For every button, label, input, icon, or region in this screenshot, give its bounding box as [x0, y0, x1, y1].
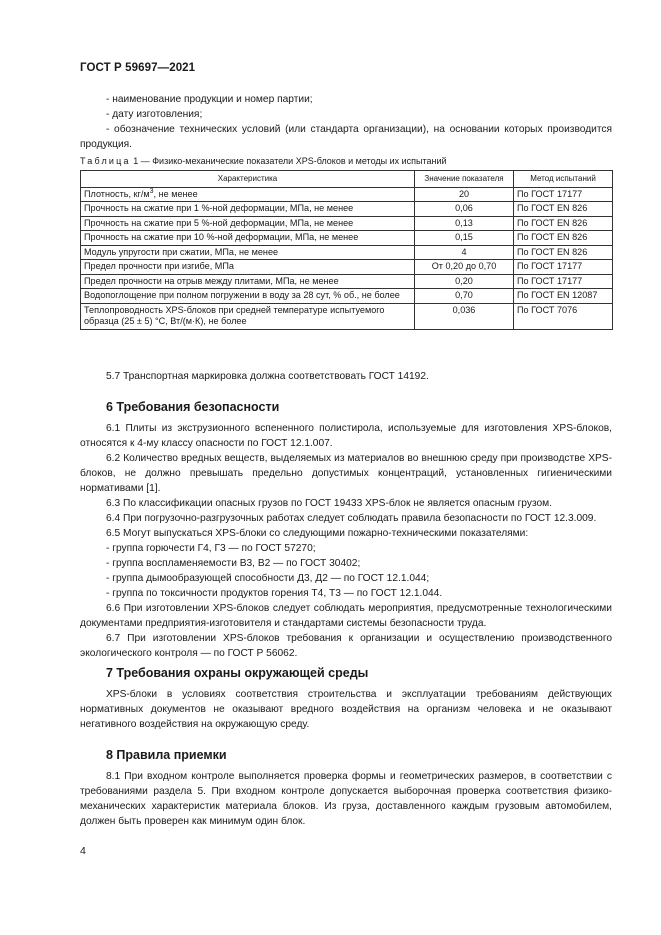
page-number: 4: [80, 845, 86, 857]
cell-value: 0,036: [415, 303, 514, 329]
cell-method: По ГОСТ 7076: [514, 303, 613, 329]
cell-method: По ГОСТ 17177: [514, 274, 613, 289]
table-row: [81, 202, 613, 217]
cell-method: По ГОСТ EN 826: [514, 216, 613, 231]
cell-characteristic: Прочность на сжатие при 1 %-ной деформации, МПа, не менее: [81, 202, 415, 217]
document-header: ГОСТ Р 59697—2021: [80, 62, 196, 74]
cell-value: От 0,20 до 0,70: [415, 260, 514, 275]
column-header: Значение показателя: [415, 171, 514, 188]
cell-method: По ГОСТ EN 826: [514, 231, 613, 246]
table-caption-text: 1 — Физико-механические показатели XPS-блоков и методы их испытаний: [130, 156, 447, 166]
table-caption-label: Таблица: [80, 156, 131, 166]
section-7-title: 7 Требования охраны окружающей среды: [106, 666, 369, 680]
table-header-row: [81, 171, 613, 188]
section-6-title: 6 Требования безопасности: [106, 400, 280, 414]
cell-value: 0,15: [415, 231, 514, 246]
density-unit-exponent: 3: [149, 187, 154, 195]
cell-characteristic: Водопоглощение при полном погружении в воду за 28 сут, % об., не более: [81, 289, 415, 304]
list-item: - группа воспламеняемости В3, В2 — по ГОСТ 30402;: [106, 558, 361, 569]
paragraph-8-1: 8.1 При входном контроле выполняется проверка формы и геометрических размеров, в соответствии с требованиями раздела 5. При входном контроле допускается выборочная проверка соответствия физико-механических характеристик материала блоков. Из груза, доставленного каждым грузовым автомобилем, должен быть проверен как минимум один блок.: [80, 771, 612, 827]
cell-method: По ГОСТ EN 826: [514, 202, 613, 217]
density-label-suffix: , не менее: [153, 188, 198, 199]
table-row: [81, 245, 613, 260]
section-7-body: [80, 687, 612, 732]
cell-value: 0,06: [415, 202, 514, 217]
table-row: [81, 289, 613, 304]
table-row: [81, 260, 613, 275]
cell-method: По ГОСТ 17177: [514, 187, 613, 202]
cell-characteristic: Прочность на сжатие при 5 %-ной деформации, МПа, не менее: [81, 216, 415, 231]
cell-method: По ГОСТ EN 12087: [514, 289, 613, 304]
column-header: Метод испытаний: [514, 171, 613, 188]
paragraph-text: 5.7 Транспортная маркировка должна соответствовать ГОСТ 14192.: [106, 371, 429, 382]
list-item: - группа по токсичности продуктов горения Т4, Т3 — по ГОСТ 12.1.044.: [106, 588, 443, 599]
table-row: [81, 231, 613, 246]
table-row: [81, 303, 613, 329]
paragraph-6-1: 6.1 Плиты из экструзионного вспененного полистирола, используемые для изготовления XPS-блоков, относятся к 4-му классу опасности по ГОСТ 12.1.007.: [80, 423, 612, 449]
section-6-body: [80, 421, 612, 661]
cell-characteristic: Прочность на сжатие при 10 %-ной деформации, МПа, не менее: [81, 231, 415, 246]
cell-value: 20: [415, 187, 514, 202]
intro-list: [80, 92, 612, 152]
paragraph-6-4: 6.4 При погрузочно-разгрузочных работах следует соблюдать правила безопасности по ГОСТ 12.3.009.: [106, 513, 597, 524]
table-row: [81, 187, 613, 202]
paragraph-6-5: 6.5 Могут выпускаться XPS-блоки со следующими пожарно-техническими показателями:: [106, 528, 529, 539]
cell-characteristic: [81, 187, 415, 202]
cell-method: По ГОСТ EN 826: [514, 245, 613, 260]
table-row: [81, 274, 613, 289]
cell-method: По ГОСТ 17177: [514, 260, 613, 275]
cell-value: 0,13: [415, 216, 514, 231]
list-item: - группа дымообразующей способности Д3, Д2 — по ГОСТ 12.1.044;: [106, 573, 430, 584]
section-8-body: [80, 769, 612, 829]
paragraph-6-6: 6.6 При изготовлении XPS-блоков следует соблюдать мероприятия, предусмотренные технологическими документами предприятия-изготовителя и стандартами системы безопасности труда.: [80, 603, 612, 629]
cell-characteristic: Предел прочности при изгибе, МПа: [81, 260, 415, 275]
intro-item: - наименование продукции и номер партии;: [106, 94, 313, 105]
intro-item: - обозначение технических условий (или стандарта организации), на основании которых производится продукция.: [80, 124, 612, 150]
list-item: - группа горючести Г4, Г3 — по ГОСТ 57270;: [106, 543, 316, 554]
properties-table: [80, 170, 613, 330]
cell-value: 0,20: [415, 274, 514, 289]
paragraph-6-7: 6.7 При изготовлении XPS-блоков требования к организации и осуществлению производственного экологического контроля — по ГОСТ Р 56062.: [80, 633, 612, 659]
table-row: [81, 216, 613, 231]
paragraph-6-3: 6.3 По классификации опасных грузов по ГОСТ 19433 XPS-блок не является опасным грузом.: [106, 498, 552, 509]
paragraph-text: XPS-блоки в условиях соответствия строительства и эксплуатации требованиям действующих нормативных документов не оказывают вредного воздействия на организм человека и не оказывают негативного воздействия на окружающую среду.: [80, 689, 612, 730]
density-label: Плотность, кг/м: [84, 188, 150, 199]
intro-item: - дату изготовления;: [106, 109, 203, 120]
cell-characteristic: Модуль упругости при сжатии, МПа, не менее: [81, 245, 415, 260]
cell-characteristic: Предел прочности на отрыв между плитами, МПа, не менее: [81, 274, 415, 289]
cell-value: 0,70: [415, 289, 514, 304]
table-caption: [80, 156, 447, 166]
paragraph-6-2: 6.2 Количество вредных веществ, выделяемых из материалов во внешнюю среду при производстве XPS-блоков, не должно превышать предельно допустимых концентраций, установленных гигиеническими нормативами [1].: [80, 453, 612, 494]
paragraph-5-7: [80, 369, 612, 384]
section-8-title: 8 Правила приемки: [106, 748, 227, 762]
column-header: Характеристика: [81, 171, 415, 188]
cell-value: 4: [415, 245, 514, 260]
cell-characteristic: Теплопроводность XPS-блоков при средней температуре испытуемого образца (25 ± 5) °С, Вт/(м·К), не более: [81, 303, 415, 329]
